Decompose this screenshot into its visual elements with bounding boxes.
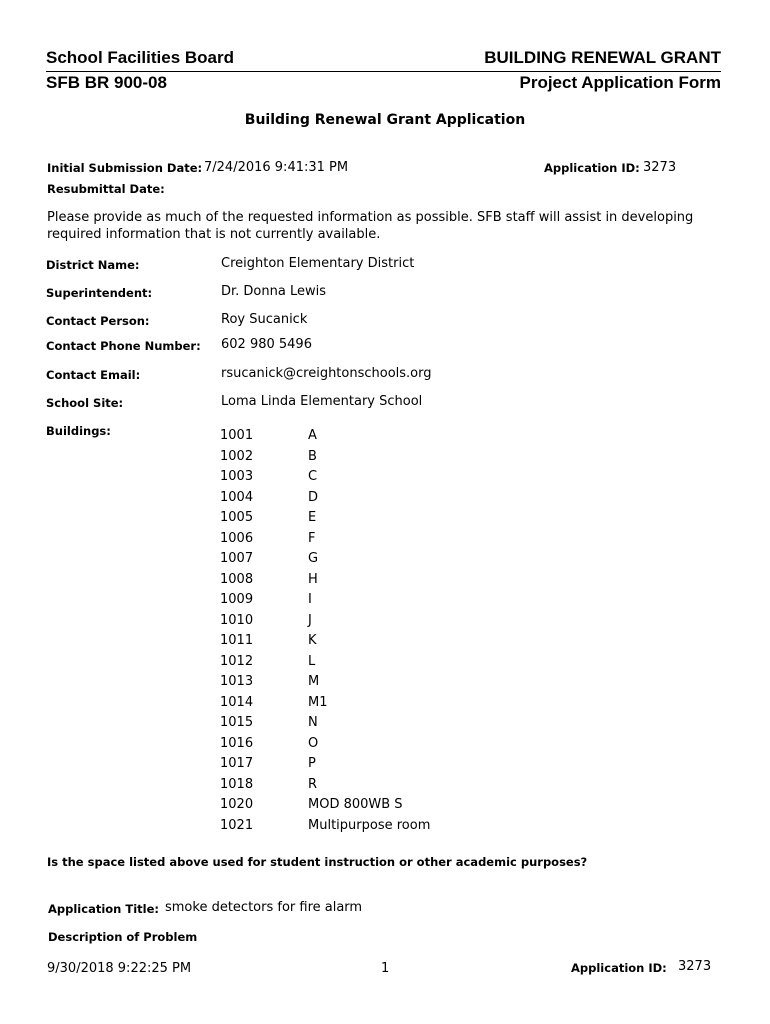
contact-phone-label: Contact Phone Number: bbox=[46, 339, 201, 353]
footer-page-number: 1 bbox=[381, 961, 390, 976]
building-name: J bbox=[308, 612, 312, 628]
building-name: E bbox=[308, 510, 317, 525]
initial-submission-value: 7/24/2016 9:41:31 PM bbox=[204, 160, 349, 175]
form-title: Project Application Form bbox=[519, 73, 721, 92]
application-id-value: 3273 bbox=[643, 160, 677, 175]
building-name: M bbox=[308, 674, 320, 689]
building-name: H bbox=[308, 571, 318, 587]
building-name: P bbox=[308, 756, 316, 771]
building-name: R bbox=[308, 776, 318, 792]
building-number: 1016 bbox=[220, 735, 254, 751]
building-number: 1002 bbox=[220, 448, 254, 464]
contact-person-label: Contact Person: bbox=[46, 314, 150, 328]
building-number: 1008 bbox=[220, 571, 254, 587]
form-number: SFB BR 900-08 bbox=[46, 73, 167, 92]
building-number: 1011 bbox=[220, 633, 254, 648]
building-name: D bbox=[308, 489, 319, 505]
district-value: Creighton Elementary District bbox=[221, 256, 415, 271]
buildings-label: Buildings: bbox=[46, 424, 111, 438]
building-number: 1005 bbox=[220, 510, 254, 525]
building-number: 1013 bbox=[220, 674, 254, 689]
building-number: 1018 bbox=[220, 776, 254, 792]
page-title: Building Renewal Grant Application bbox=[244, 112, 526, 128]
building-number: 1004 bbox=[220, 489, 254, 505]
contact-person-value: Roy Sucanick bbox=[221, 312, 308, 327]
building-number: 1014 bbox=[220, 694, 254, 710]
application-id-label: Application ID: bbox=[544, 161, 640, 175]
instructions-text: Please provide as much of the requested information as possible. SFB staff will assist in developing required information that is not currently available. bbox=[47, 210, 694, 242]
building-name: Multipurpose room bbox=[308, 817, 431, 833]
building-number: 1006 bbox=[220, 530, 254, 546]
contact-email-label: Contact Email: bbox=[46, 368, 141, 382]
building-name: A bbox=[308, 428, 317, 443]
grant-title: BUILDING RENEWAL GRANT bbox=[484, 48, 721, 67]
building-number: 1012 bbox=[220, 653, 254, 669]
building-name: K bbox=[308, 633, 317, 648]
building-number: 1021 bbox=[220, 817, 254, 833]
building-name: N bbox=[308, 715, 318, 730]
application-title-label: Application Title: bbox=[48, 902, 159, 916]
contact-phone-value: 602 980 5496 bbox=[221, 337, 312, 352]
building-number: 1017 bbox=[220, 756, 254, 771]
initial-submission-label: Initial Submission Date: bbox=[47, 161, 203, 175]
building-name: O bbox=[308, 735, 319, 751]
building-name: MOD 800WB S bbox=[308, 797, 403, 812]
building-number: 1009 bbox=[220, 592, 254, 607]
superintendent-value: Dr. Donna Lewis bbox=[221, 284, 326, 299]
school-site-label: School Site: bbox=[46, 396, 124, 410]
building-number: 1020 bbox=[220, 797, 254, 812]
school-site-value: Loma Linda Elementary School bbox=[221, 394, 423, 409]
contact-email-value: rsucanick@creightonschools.org bbox=[221, 366, 432, 381]
header-rule bbox=[46, 71, 721, 72]
building-number: 1015 bbox=[220, 715, 254, 730]
org-name: School Facilities Board bbox=[46, 48, 234, 67]
application-title-value: smoke detectors for fire alarm bbox=[165, 900, 363, 915]
building-name: G bbox=[308, 551, 319, 566]
building-name: L bbox=[308, 653, 316, 669]
academic-use-question: Is the space listed above used for student instruction or other academic purposes? bbox=[47, 855, 588, 869]
footer-application-id-label: Application ID: bbox=[571, 961, 667, 975]
building-name: F bbox=[308, 530, 316, 546]
superintendent-label: Superintendent: bbox=[46, 286, 153, 300]
building-number: 1010 bbox=[220, 612, 254, 628]
footer-application-id-value: 3273 bbox=[678, 959, 712, 974]
building-name: M1 bbox=[308, 694, 328, 710]
footer-timestamp: 9/30/2018 9:22:25 PM bbox=[47, 961, 192, 976]
district-label: District Name: bbox=[46, 258, 140, 272]
building-number: 1001 bbox=[220, 428, 254, 443]
resubmittal-label: Resubmittal Date: bbox=[47, 182, 165, 196]
building-name: I bbox=[308, 592, 312, 607]
building-number: 1007 bbox=[220, 551, 254, 566]
building-name: C bbox=[308, 469, 318, 484]
description-label: Description of Problem bbox=[48, 930, 198, 944]
building-name: B bbox=[308, 448, 317, 464]
building-number: 1003 bbox=[220, 469, 254, 484]
